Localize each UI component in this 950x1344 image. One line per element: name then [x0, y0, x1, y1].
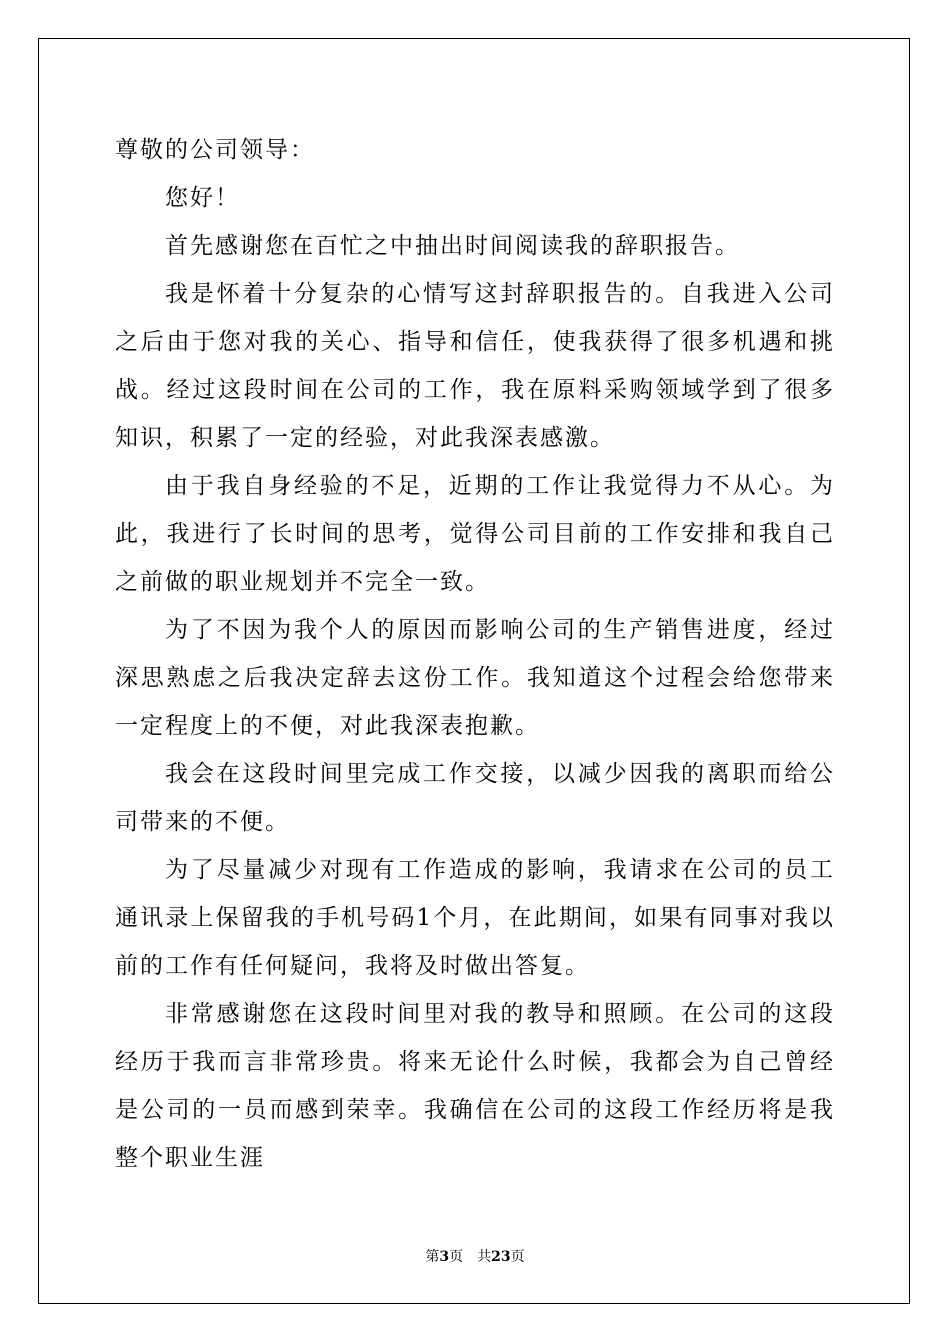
paragraph-3: 由于我自身经验的不足，近期的工作让我觉得力不从心。为此，我进行了长时间的思考，觉得公司目前的工作安排和我自己之前做的职业规划并不完全一致。 — [115, 473, 835, 595]
page-prefix: 第 — [425, 1249, 440, 1265]
letter-body — [115, 126, 835, 1182]
paragraph-7: 非常感谢您在这段时间里对我的教导和照顾。在公司的这段经历于我而言非常珍贵。将来无论什么时候，我都会为自己曾经是公司的一员而感到荣幸。我确信在公司的这段工作经历将是我整个职业生涯 — [115, 1001, 835, 1171]
paragraph-4: 为了不因为我个人的原因而影响公司的生产销售进度，经过深思熟虑之后我决定辞去这份工作。我知道这个过程会给您带来一定程度上的不便，对此我深表抱歉。 — [115, 617, 835, 739]
page-number: 3 — [439, 1249, 450, 1265]
total-prefix: 共 — [477, 1249, 492, 1265]
page-suffix: 页 — [449, 1249, 464, 1265]
paragraph-6: 为了尽量减少对现有工作造成的影响，我请求在公司的员工通讯录上保留我的手机号码1个月，在此期间，如果有同事对我以前的工作有任何疑问，我将及时做出答复。 — [115, 857, 835, 979]
paragraph-5: 我会在这段时间里完成工作交接，以减少因我的离职而给公司带来的不便。 — [115, 761, 835, 835]
paragraph-1: 首先感谢您在百忙之中抽出时间阅读我的辞职报告。 — [165, 233, 740, 259]
total-suffix: 页 — [510, 1249, 525, 1265]
salutation: 尊敬的公司领导： — [115, 137, 315, 163]
paragraph-2: 我是怀着十分复杂的心情写这封辞职报告的。自我进入公司之后由于您对我的关心、指导和信任，使我获得了很多机遇和挑战。经过这段时间在公司的工作，我在原料采购领域学到了很多知识，积累了一定的经验，对此我深表感激。 — [115, 281, 835, 451]
total-pages: 23 — [491, 1249, 511, 1265]
greeting: 您好！ — [165, 185, 240, 211]
page-footer — [0, 1248, 950, 1266]
